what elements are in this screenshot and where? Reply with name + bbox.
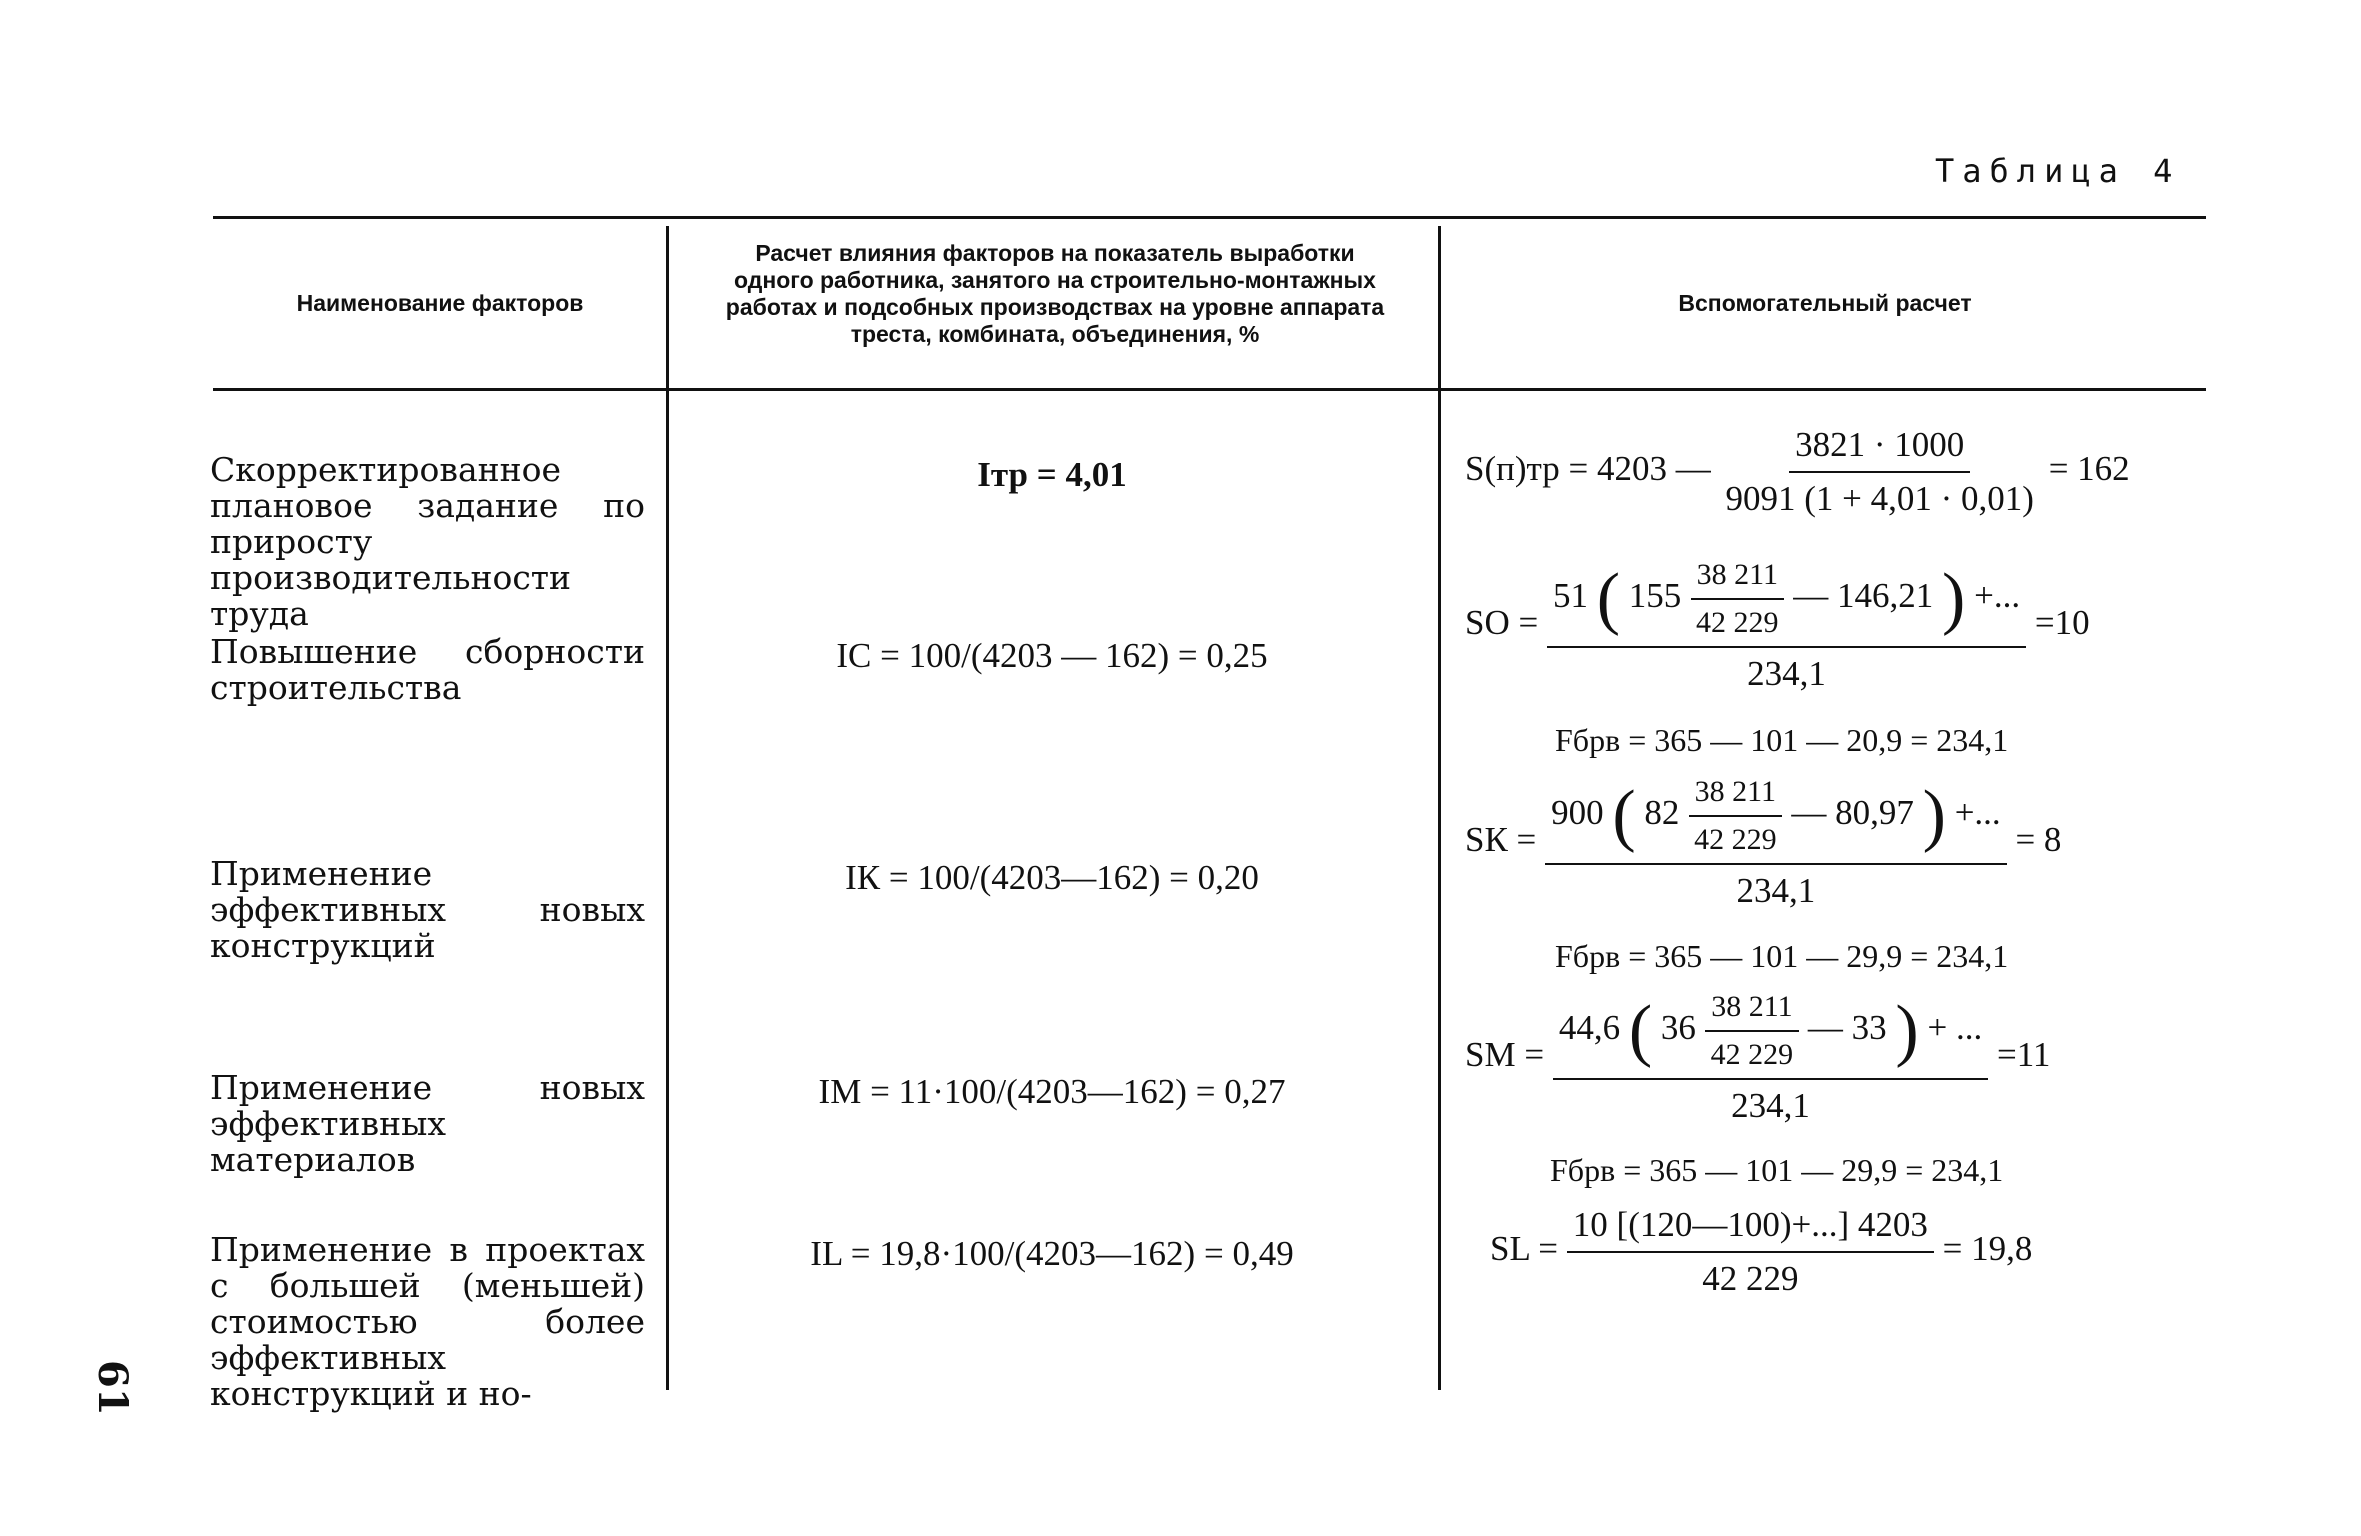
- aux-coefficient: 51: [1552, 576, 1588, 616]
- aux-inner-numerator: 38 211: [1691, 558, 1784, 600]
- paren-open: (: [1612, 777, 1636, 854]
- aux-calculation: [1465, 990, 2050, 1126]
- aux-coefficient: 44,6: [1558, 1008, 1621, 1048]
- aux-rhs: =11: [1996, 1035, 2051, 1075]
- index-formula: Iтр = 4,01: [977, 455, 1127, 494]
- aux-inner-a: 155: [1628, 576, 1682, 616]
- header-index-calculation: Расчет влияния факторов на показатель выработки одного работника, занятого на строительно-монтажных работах и подсобных производствах на уровне аппарата треста, комбината, объединения, %: [725, 240, 1385, 347]
- column-divider-2: [1438, 226, 1441, 1390]
- factor-name: Применение новых эффективных материалов: [210, 1068, 645, 1179]
- aux-inner-denominator: 42 229: [1696, 606, 1779, 639]
- factor-name: Применение в проектах с большей (меньшей) стоимостью более эффективных конструкций и но-: [210, 1230, 645, 1413]
- aux-lhs: SМ =: [1465, 1035, 1545, 1075]
- aux-suffix: + ...: [1927, 1008, 1983, 1048]
- aux-inner-fraction: [1705, 990, 1800, 1072]
- aux-fraction: [1719, 425, 2039, 519]
- aux-lhs: SК =: [1465, 820, 1537, 860]
- paren-close: ): [1942, 560, 1966, 637]
- aux-lhs: SL =: [1490, 1229, 1559, 1269]
- aux-inner-denominator: 42 229: [1710, 1038, 1794, 1071]
- index-formula: IС = 100/(4203 — 162) = 0,25: [836, 636, 1268, 675]
- aux-numerator: [1553, 990, 1988, 1080]
- aux-lhs: S(п)тр = 4203 —: [1465, 449, 1711, 489]
- aux-denominator: 42 229: [1702, 1259, 1799, 1298]
- aux-calculation: [1490, 1205, 2032, 1299]
- header-auxiliary-calculation: Вспомогательный расчет: [1678, 290, 1972, 316]
- paren-open: (: [1596, 560, 1621, 637]
- aux-inner-denominator: 42 229: [1694, 823, 1777, 856]
- page-number: 61: [89, 1360, 136, 1416]
- aux-inner-b: — 146,21: [1793, 576, 1934, 616]
- index-formula: IМ = 11·100/(4203—162) = 0,27: [818, 1072, 1286, 1111]
- aux-numerator: 3821 · 1000: [1789, 425, 1970, 473]
- aux-fraction: [1553, 990, 1988, 1126]
- aux-denominator: 9091 (1 + 4,01 · 0,01): [1725, 479, 2034, 518]
- paren-open: (: [1628, 992, 1653, 1069]
- aux-numerator: [1545, 775, 2007, 865]
- working-days-formula: Fбрв = 365 — 101 — 29,9 = 234,1: [1550, 1152, 2004, 1188]
- header-bottom-rule: [213, 388, 2206, 391]
- aux-fraction: [1567, 1205, 1934, 1299]
- aux-suffix: +...: [1954, 793, 2001, 833]
- aux-inner-numerator: 38 211: [1705, 990, 1798, 1032]
- table-caption: Таблица 4: [1935, 152, 2181, 190]
- aux-rhs: = 162: [2048, 449, 2130, 489]
- aux-inner-b: — 80,97: [1791, 793, 1914, 833]
- aux-inner-fraction: [1690, 558, 1785, 640]
- aux-rhs: = 8: [2015, 820, 2062, 860]
- aux-inner-fraction: [1688, 775, 1783, 857]
- aux-numerator: [1547, 558, 2026, 648]
- header-factor-name: Наименование факторов: [296, 290, 584, 316]
- aux-fraction: [1545, 775, 2007, 911]
- aux-rhs: =10: [2034, 603, 2090, 643]
- aux-denominator: 234,1: [1736, 871, 1816, 910]
- index-formula: IL = 19,8·100/(4203—162) = 0,49: [810, 1234, 1294, 1273]
- aux-inner-a: 82: [1644, 793, 1680, 833]
- factor-name: Повышение сборности строительства: [210, 632, 645, 707]
- aux-fraction: [1547, 558, 2026, 694]
- paren-close: ): [1922, 777, 1946, 854]
- aux-calculation: [1465, 775, 2061, 911]
- aux-denominator: 234,1: [1731, 1086, 1810, 1125]
- aux-calculation: [1465, 558, 2090, 694]
- aux-suffix: +...: [1974, 576, 2021, 616]
- paren-close: ): [1895, 992, 1919, 1069]
- column-divider-1: [666, 226, 669, 1390]
- aux-rhs: = 19,8: [1942, 1229, 2033, 1269]
- factor-name: Скорректированное плановое задание по приросту производительности труда: [210, 450, 645, 633]
- index-formula: IК = 100/(4203—162) = 0,20: [845, 858, 1259, 897]
- aux-inner-numerator: 38 211: [1689, 775, 1782, 817]
- aux-coefficient: 900: [1551, 793, 1604, 833]
- aux-denominator: 234,1: [1747, 654, 1826, 693]
- working-days-formula: Fбрв = 365 — 101 — 20,9 = 234,1: [1555, 722, 2009, 758]
- factor-name: Применение эффективных новых конструкций: [210, 854, 645, 965]
- table-top-rule: [213, 216, 2206, 219]
- aux-calculation: [1465, 425, 2130, 519]
- aux-numerator: 10 [(120—100)+...] 4203: [1567, 1205, 1934, 1253]
- aux-inner-a: 36: [1660, 1008, 1696, 1048]
- working-days-formula: Fбрв = 365 — 101 — 29,9 = 234,1: [1555, 938, 2009, 974]
- aux-inner-b: — 33: [1807, 1008, 1887, 1048]
- aux-lhs: SО =: [1465, 603, 1539, 643]
